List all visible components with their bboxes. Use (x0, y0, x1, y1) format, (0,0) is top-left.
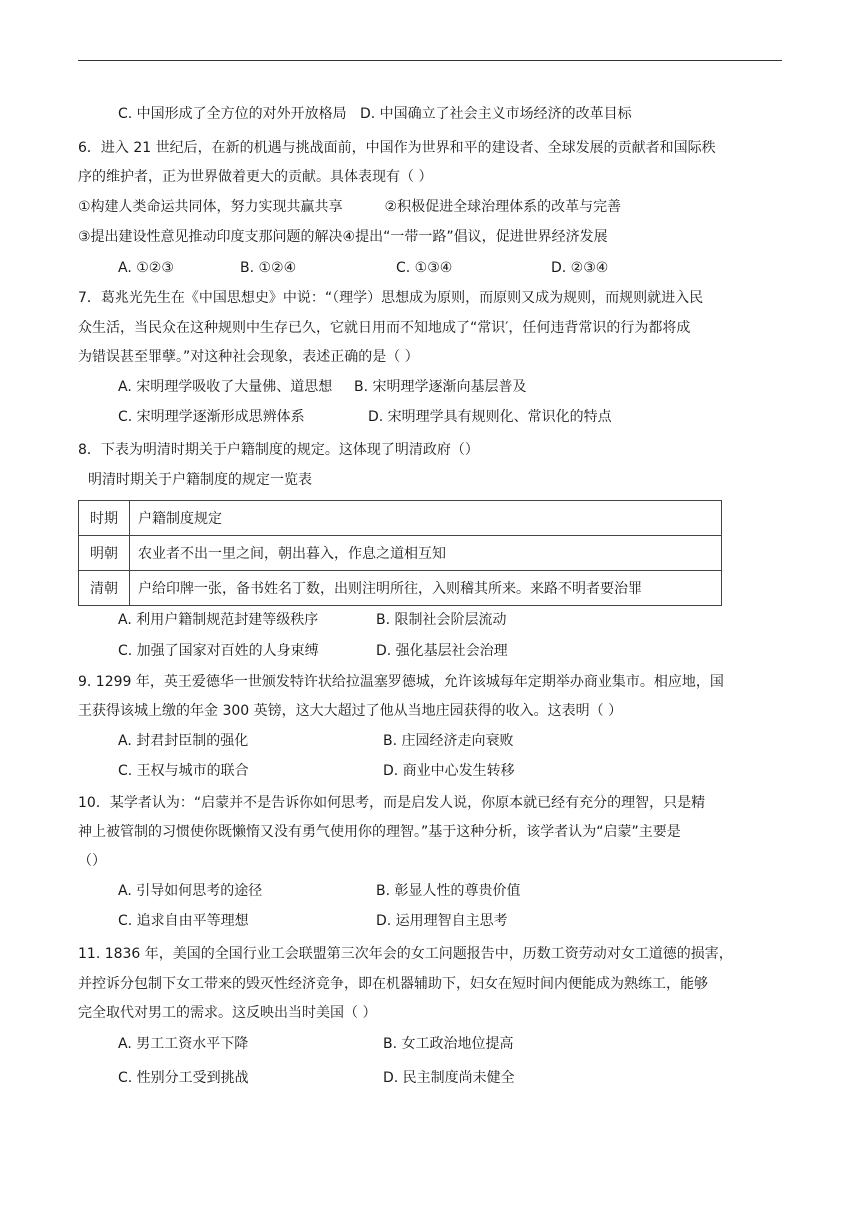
q7-stem-line3: 为错误甚至罪孽。”对这种社会现象，表述正确的是（ ） (78, 349, 419, 365)
q7-option-b[interactable]: B. 宋明理学逐渐向基层普及 (354, 379, 527, 395)
q10-option-c[interactable]: C. 追求自由平等理想 (118, 913, 249, 929)
q6-option-d[interactable]: D. ②③④ (551, 260, 609, 276)
q7-option-c[interactable]: C. 宋明理学逐渐形成思辨体系 (118, 409, 305, 425)
q10-option-a[interactable]: A. 引导如何思考的途径 (118, 883, 263, 899)
q11-option-b[interactable]: B. 女工政治地位提高 (383, 1036, 514, 1052)
q10-stem-line3: （） (78, 853, 106, 869)
q8-stem-line1: 8．下表为明清时期关于户籍制度的规定。这体现了明清政府（） (78, 442, 479, 458)
q6-items-3-4: ③提出建设性意见推动印度支那问题的解决④提出“一带一路”倡议，促进世界经济发展 (78, 229, 608, 245)
q6-items-1-2: ①构建人类命运共同体，努力实现共赢共享 ②积极促进全球治理体系的改革与完善 (78, 199, 622, 215)
q6-option-b[interactable]: B. ①②④ (240, 260, 297, 276)
q10-stem-line2: 神上被管制的习惯使你既懒惰又没有勇气使用你的理智。”基于这种分析，该学者认为“启蒙”主要是 (78, 824, 681, 840)
table-row (79, 536, 722, 571)
q11-option-c[interactable]: C. 性别分工受到挑战 (118, 1070, 249, 1086)
q10-option-d[interactable]: D. 运用理智自主思考 (376, 913, 508, 929)
table-cell: 户给印牌一张，备书姓名丁数，出则注明所往，入则稽其所来。来路不明者要治罪 (130, 571, 722, 606)
q11-stem-line1: 11. 1836 年，美国的全国行业工会联盟第三次年会的女工问题报告中，历数工资劳动对女工道德的损害， (78, 946, 733, 962)
q8-option-a[interactable]: A. 利用户籍制规范封建等级秩序 (118, 612, 319, 628)
table-cell: 农业者不出一里之间，朝出暮入，作息之道相互知 (130, 536, 722, 571)
q11-stem-line3: 完全取代对男工的需求。这反映出当时美国（ ） (78, 1005, 377, 1021)
table-cell: 清朝 (79, 571, 130, 606)
q9-stem-line1: 9. 1299 年，英王爱德华一世颁发特许状给拉温塞罗德城，允许该城每年定期举办商业集市。相应地，国 (78, 674, 724, 690)
q10-option-b[interactable]: B. 彰显人性的尊贵价值 (376, 883, 521, 899)
q6-option-a[interactable]: A. ①②③ (118, 260, 174, 276)
q9-option-b[interactable]: B. 庄园经济走向衰败 (383, 733, 514, 749)
q6-stem-line1: 6．进入 21 世纪后，在新的机遇与挑战面前，中国作为世界和平的建设者、全球发展的贡献者和国际秩 (78, 140, 716, 156)
q9-option-c[interactable]: C. 王权与城市的联合 (118, 763, 249, 779)
q5-option-c[interactable]: C. 中国形成了全方位的对外开放格局 (118, 106, 347, 122)
q8-option-d[interactable]: D. 强化基层社会治理 (376, 643, 508, 659)
q8-option-c[interactable]: C. 加强了国家对百姓的人身束缚 (118, 643, 319, 659)
q7-stem-line1: 7．葛兆光先生在《中国思想史》中说：“（理学）思想成为原则，而原则又成为规则，而规则就进入民 (78, 290, 704, 306)
q11-stem-line2: 并控诉分包制下女工带来的毁灭性经济竞争，即在机器辅助下，妇女在短时间内便能成为熟练工，能够 (78, 976, 708, 992)
q8-option-b[interactable]: B. 限制社会阶层流动 (376, 612, 507, 628)
q6-option-c[interactable]: C. ①③④ (396, 260, 453, 276)
q10-stem-line1: 10．某学者认为：“启蒙并不是告诉你如何思考，而是启发人说，你原本就已经有充分的理智，只是精 (78, 795, 706, 811)
q11-option-a[interactable]: A. 男工工资水平下降 (118, 1036, 249, 1052)
table-header-cell: 时期 (79, 501, 130, 536)
q7-option-d[interactable]: D. 宋明理学具有规则化、常识化的特点 (368, 409, 612, 425)
q8-table-caption: 明清时期关于户籍制度的规定一览表 (88, 472, 312, 488)
q6-stem-line2: 序的维护者，正为世界做着更大的贡献。具体表现有（ ） (78, 169, 433, 185)
q9-stem-line2: 王获得该城上缴的年金 300 英镑，这大大超过了他从当地庄园获得的收入。这表明（ ） (78, 703, 623, 719)
table-header-cell: 户籍制度规定 (130, 501, 722, 536)
q5-option-d[interactable]: D. 中国确立了社会主义市场经济的改革目标 (360, 106, 632, 122)
q9-option-a[interactable]: A. 封君封臣制的强化 (118, 733, 249, 749)
household-registration-table (78, 500, 722, 606)
table-row (79, 571, 722, 606)
header-rule (78, 60, 782, 61)
q11-option-d[interactable]: D. 民主制度尚未健全 (383, 1070, 515, 1086)
q9-option-d[interactable]: D. 商业中心发生转移 (383, 763, 515, 779)
q7-option-a[interactable]: A. 宋明理学吸收了大量佛、道思想 (118, 379, 333, 395)
table-cell: 明朝 (79, 536, 130, 571)
table-header-row (79, 501, 722, 536)
q7-stem-line2: 众生活，当民众在这种规则中生存已久，它就日用而不知地成了“常识′，任何违背常识的行为都将成 (78, 320, 691, 336)
